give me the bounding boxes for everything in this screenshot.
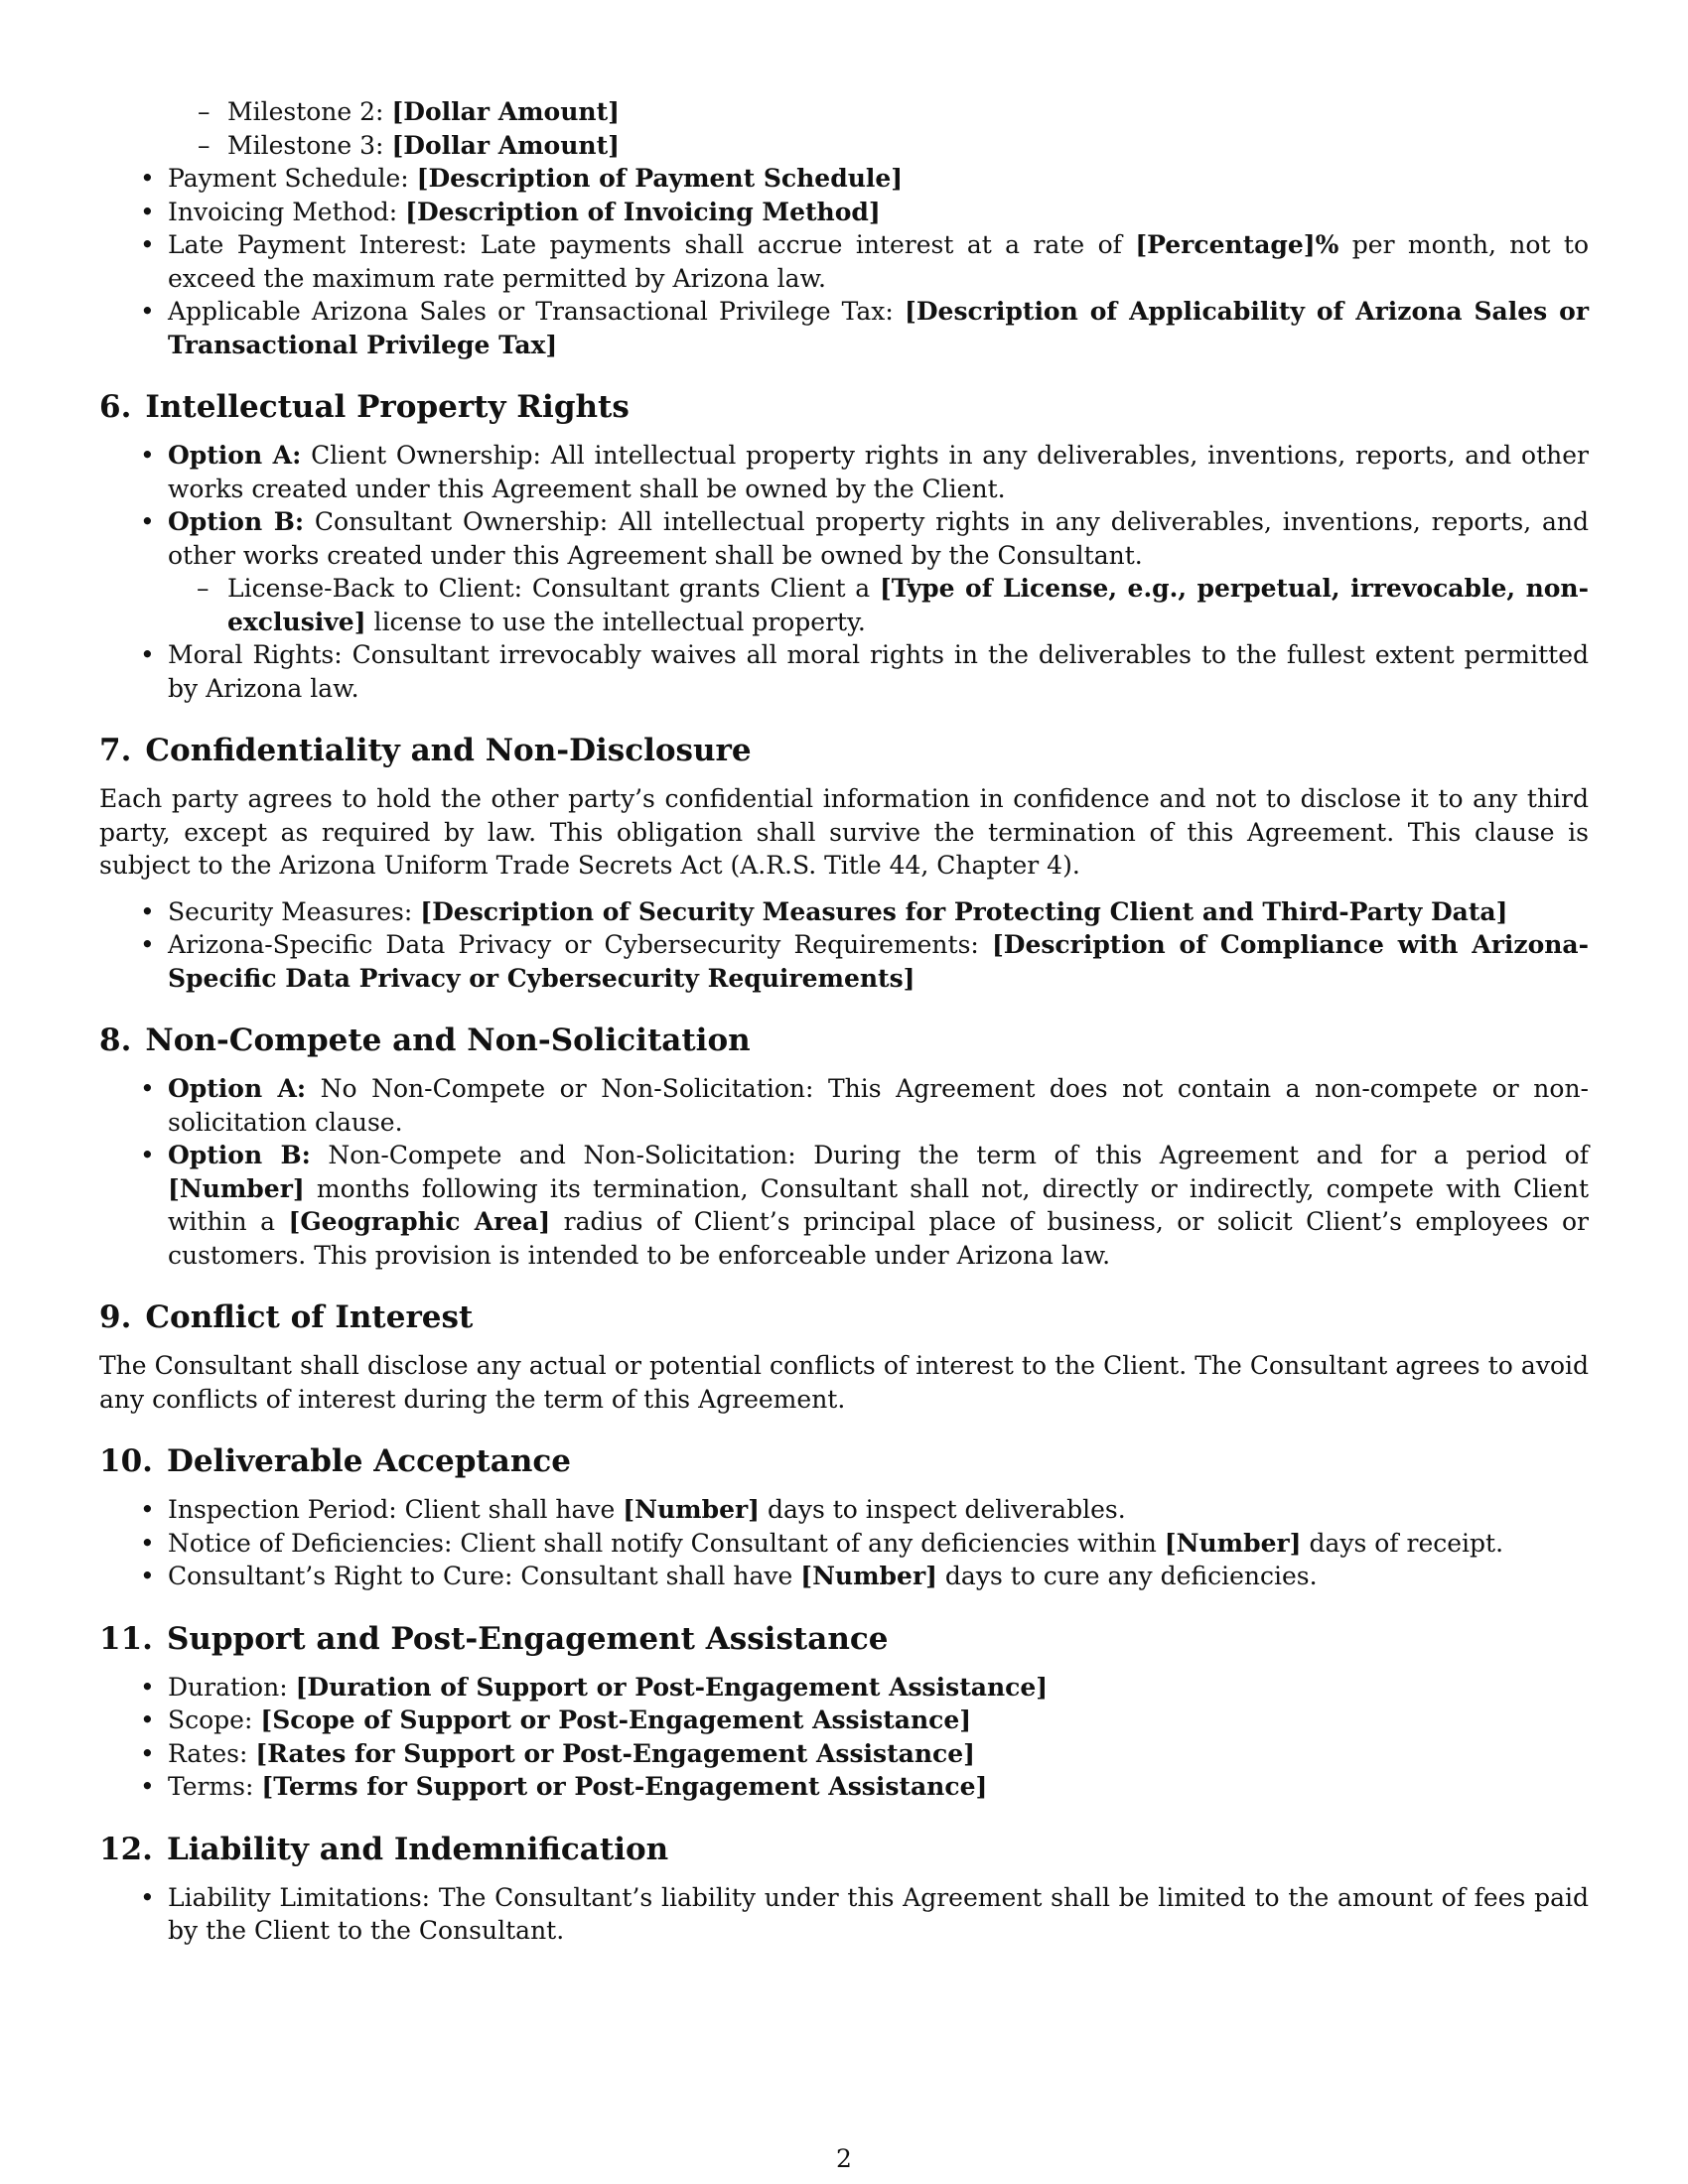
section-heading-12: 12. Liability and Indemnification	[99, 1831, 669, 1867]
list-item: – License-Back to Client: Consultant grants Client a [Type of License, e.g., perpetual, irrevocable, non-exclusive] license to use the intellectual property.	[168, 572, 1589, 638]
list-item: • Late Payment Interest: Late payments shall accrue interest at a rate of [Percentage]% per month, not to exceed the maximum rate permitted by Arizona law.	[99, 228, 1589, 295]
non-compete-list	[99, 1072, 1589, 1272]
list-item: • Rates: [Rates for Support or Post-Engagement Assistance]	[99, 1737, 1589, 1771]
confidentiality-list	[99, 895, 1589, 996]
milestone-list	[99, 95, 1589, 162]
placeholder-field: [Number]	[168, 1173, 305, 1203]
placeholder-field: [Duration of Support or Post-Engagement Assistance]	[295, 1672, 1049, 1702]
list-item: • Option B: Consultant Ownership: All intellectual property rights in any deliverables, inventions, reports, and other works created under this Agreement shall be owned by the Consultant. – License-Back to Client: Consultant grants Client a [Type of License, e.g., perpetual, irrevocable, non-exclusive] license to use the intellectual property.	[99, 505, 1589, 638]
list-item: • Option A: No Non-Compete or Non-Solicitation: This Agreement does not contain a non-compete or non-solicitation clause.	[99, 1072, 1589, 1139]
document-page	[99, 95, 1589, 1948]
list-item: • Moral Rights: Consultant irrevocably waives all moral rights in the deliverables to the fullest extent permitted by Arizona law.	[99, 638, 1589, 705]
list-item: • Payment Schedule: [Description of Payment Schedule]	[99, 162, 1589, 196]
list-item: • Terms: [Terms for Support or Post-Engagement Assistance]	[99, 1770, 1589, 1804]
section-paragraph: The Consultant shall disclose any actual or potential conflicts of interest to the Client. The Consultant agrees to avoid any conflicts of interest during the term of this Agreement.	[99, 1351, 1589, 1414]
ip-rights-list	[99, 439, 1589, 705]
list-item: • Applicable Arizona Sales or Transactional Privilege Tax: [Description of Applicability of Arizona Sales or Transactional Privilege Tax]	[99, 295, 1589, 361]
placeholder-field: [Description of Security Measures for Protecting Client and Third-Party Data]	[420, 896, 1508, 926]
placeholder-field: [Description of Applicability of Arizona Sales or Transactional Privilege Tax]	[168, 297, 1589, 359]
payment-terms-list	[99, 162, 1589, 361]
list-item: • Option B: Non-Compete and Non-Solicitation: During the term of this Agreement and for a period of [Number] months following its termination, Consultant shall not, directly or indirectly, compete with Client within a [Geographic Area] radius of Client’s principal place of business, or solicit Client’s employees or customers. This provision is intended to be enforceable under Arizona law.	[99, 1139, 1589, 1272]
placeholder-field: [Dollar Amount]	[391, 97, 620, 126]
section-heading-7: 7. Confidentiality and Non-Disclosure	[99, 733, 752, 768]
section-heading-9: 9. Conflict of Interest	[99, 1299, 474, 1335]
acceptance-list	[99, 1493, 1589, 1593]
placeholder-field: [Geographic Area]	[288, 1207, 551, 1236]
section-heading-8: 8. Non-Compete and Non-Solicitation	[99, 1023, 751, 1058]
placeholder-field: [Number]	[1164, 1528, 1302, 1558]
placeholder-field: [Number]	[623, 1495, 760, 1524]
placeholder-field: [Terms for Support or Post-Engagement Assistance]	[261, 1772, 988, 1801]
placeholder-field: [Number]	[800, 1562, 937, 1590]
list-item: • Invoicing Method: [Description of Invoicing Method]	[99, 196, 1589, 229]
placeholder-field: [Rates for Support or Post-Engagement Assistance]	[255, 1738, 975, 1768]
list-item: • Notice of Deficiencies: Client shall notify Consultant of any deficiencies within [Number] days of receipt.	[99, 1527, 1589, 1561]
section-paragraph: Each party agrees to hold the other party’s confidential information in confidence and not to disclose it to any third party, except as required by law. This obligation shall survive the termination of this Agreement. This clause is subject to the Arizona Uniform Trade Secrets Act (A.R.S. Title 44, Chapter 4).	[99, 784, 1589, 880]
list-item: • Liability Limitations: The Consultant’s liability under this Agreement shall be limited to the amount of fees paid by the Client to the Consultant.	[99, 1881, 1589, 1948]
section-heading-6: 6. Intellectual Property Rights	[99, 389, 630, 425]
milestone-item: – Milestone 2: [Dollar Amount]	[99, 95, 1589, 129]
liability-list	[99, 1881, 1589, 1948]
list-item: • Security Measures: [Description of Security Measures for Protecting Client and Third-Party Data]	[99, 895, 1589, 929]
placeholder-field: [Percentage]%	[1135, 230, 1339, 259]
placeholder-field: [Dollar Amount]	[391, 130, 620, 160]
placeholder-field: [Description of Compliance with Arizona-Specific Data Privacy or Cybersecurity Requirements]	[168, 930, 1589, 993]
list-item: • Option A: Client Ownership: All intellectual property rights in any deliverables, inventions, reports, and other works created under this Agreement shall be owned by the Client.	[99, 439, 1589, 505]
list-item: • Inspection Period: Client shall have [Number] days to inspect deliverables.	[99, 1493, 1589, 1527]
section-heading-11: 11. Support and Post-Engagement Assistance	[99, 1620, 889, 1657]
placeholder-field: [Scope of Support or Post-Engagement Assistance]	[260, 1706, 972, 1734]
list-item: • Duration: [Duration of Support or Post-Engagement Assistance]	[99, 1671, 1589, 1705]
page-number: 2	[836, 2144, 852, 2173]
list-item: • Consultant’s Right to Cure: Consultant shall have [Number] days to cure any deficiencies.	[99, 1560, 1589, 1593]
list-item: • Scope: [Scope of Support or Post-Engagement Assistance]	[99, 1704, 1589, 1737]
support-list	[99, 1671, 1589, 1804]
milestone-item: – Milestone 3: [Dollar Amount]	[99, 129, 1589, 163]
sub-list	[168, 572, 1589, 638]
section-heading-10: 10. Deliverable Acceptance	[99, 1443, 571, 1479]
list-item: • Arizona-Specific Data Privacy or Cybersecurity Requirements: [Description of Compliance with Arizona-Specific Data Privacy or Cybersecurity Requirements]	[99, 928, 1589, 995]
placeholder-field: [Type of License, e.g., perpetual, irrevocable, non-exclusive]	[227, 574, 1589, 636]
placeholder-field: [Description of Invoicing Method]	[405, 197, 881, 226]
placeholder-field: [Description of Payment Schedule]	[416, 164, 904, 193]
